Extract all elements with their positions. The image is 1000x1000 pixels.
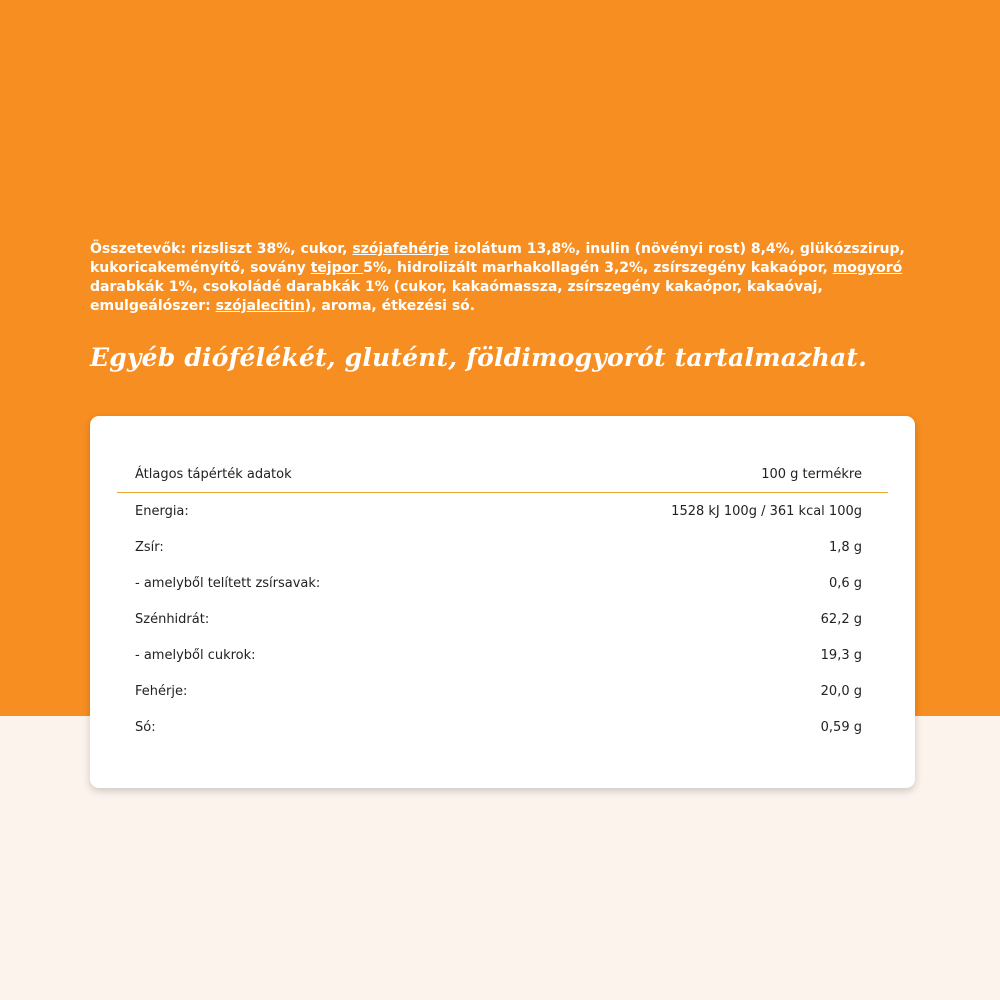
nutrition-table [117, 456, 888, 745]
table-row [117, 673, 888, 709]
nutrient-value: 62,2 g [820, 611, 862, 627]
table-row [117, 601, 888, 637]
allergen-soy-lecithin: szójalecitin [215, 298, 305, 314]
ingredients-segment: ), aroma, étkezési só. [304, 298, 476, 314]
allergen-hazelnut: mogyoró [832, 260, 903, 276]
ingredients-segment: darabkák 1%, csokoládé darabkák 1% (cukor, kakaómassza, zsírszegény kakaópor, kakaóvaj, emulgeálószer: [90, 279, 823, 314]
nutrient-label: - amelyből cukrok: [135, 647, 256, 663]
allergen-warning: Egyéb diófélékét, glutént, földimogyorót tartalmazhat. [90, 343, 868, 372]
table-row [117, 493, 888, 529]
nutrition-header-value: 100 g termékre [761, 466, 862, 482]
table-row [117, 529, 888, 565]
nutrient-label: Fehérje: [135, 683, 188, 699]
nutrient-value: 19,3 g [820, 647, 862, 663]
nutrient-value: 1,8 g [828, 539, 862, 555]
nutrient-value: 1528 kJ 100g / 361 kcal 100g [671, 503, 862, 519]
table-row [117, 709, 888, 745]
ingredients-segment: 5%, hidrolizált marhakollagén 3,2%, zsírszegény kakaópor, [363, 260, 833, 276]
table-row [117, 637, 888, 673]
table-row [117, 565, 888, 601]
nutrient-value: 0,59 g [820, 719, 862, 735]
nutrient-label: - amelyből telített zsírsavak: [135, 575, 321, 591]
ingredients-segment: Összetevők: rizsliszt 38%, cukor, [90, 241, 353, 257]
ingredients-text [90, 240, 910, 316]
allergen-soy-protein: szójafehérje [352, 241, 449, 257]
nutrition-header-label: Átlagos tápérték adatok [135, 466, 292, 482]
nutrient-label: Energia: [135, 503, 189, 519]
nutrient-value: 0,6 g [828, 575, 862, 591]
nutrient-label: Szénhidrát: [135, 611, 210, 627]
nutrition-card [90, 416, 915, 788]
ingredients-segment: izolátum 13,8%, inulin (növényi rost) 8,4%, glükózszirup, kukoricakeményítő, sovány [90, 241, 905, 276]
allergen-milk-powder: tejpor [310, 260, 364, 276]
nutrition-header-row [117, 456, 888, 493]
nutrient-value: 20,0 g [820, 683, 862, 699]
nutrient-label: Só: [135, 719, 156, 735]
nutrient-label: Zsír: [135, 539, 164, 555]
